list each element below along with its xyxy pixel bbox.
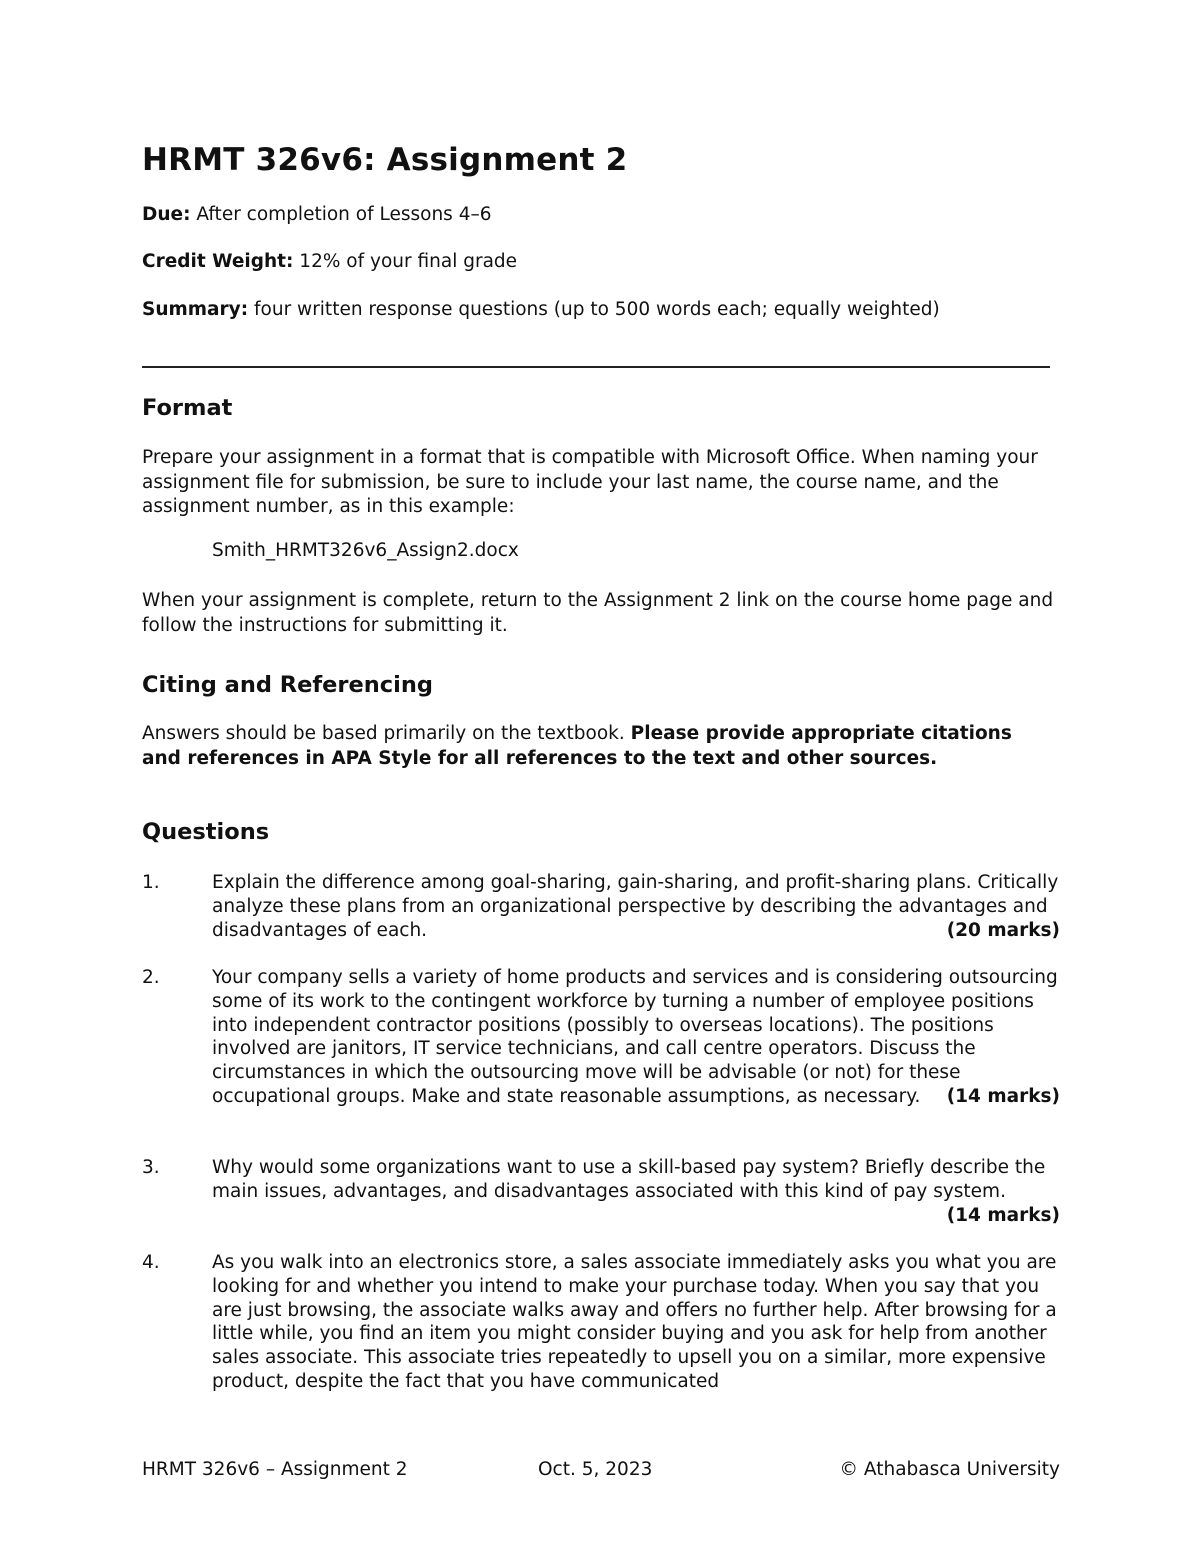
- summary-line: [142, 299, 940, 320]
- example-filename: Smith_HRMT326v6_Assign2.docx: [212, 540, 519, 561]
- due-value: After completion of Lessons 4–6: [196, 204, 492, 225]
- document-page: [142, 0, 1060, 1553]
- format-paragraph: Prepare your assignment in a format that is compatible with Microsoft Office. When naming your assignment file for submission, be sure to include your last name, the course name, and the assignment number, as in this example:: [142, 447, 1038, 517]
- summary-value: four written response questions (up to 500 words each; equally weighted): [254, 299, 940, 320]
- question-text: Your company sells a variety of home products and services and is considering outsourcing some of its work to the contingent workforce by turning a number of employee positions into independent contractor positions (possibly to overseas locations). The positions involved are janitors, IT service technicians, and call centre operators. Discuss the circumstances in which the outsourcing move will be advisable (or not) for these occupational groups. Make and state reasonable assumptions, as necessary.: [212, 967, 1058, 1107]
- summary-label: Summary:: [142, 299, 249, 320]
- question-body: [212, 1156, 1060, 1227]
- submission-paragraph: When your assignment is complete, return to the Assignment 2 link on the course home page and follow the instructions for submitting it.: [142, 590, 1054, 636]
- document-title: HRMT 326v6: Assignment 2: [142, 142, 628, 178]
- due-label: Due:: [142, 204, 191, 225]
- question-marks: (20 marks): [946, 919, 1060, 941]
- questions-heading: Questions: [142, 819, 270, 845]
- question-number: 2.: [142, 967, 160, 988]
- citing-text: Answers should be based primarily on the textbook.: [142, 723, 625, 744]
- footer-copyright: © Athabasca University: [839, 1459, 1060, 1480]
- question-text: As you walk into an electronics store, a sales associate immediately asks you what you are looking for and whether you intend to make your purchase today. When you say that you are just browsing, the associate walks away and offers no further help. After browsing for a little while, you find an item you might consider buying and you ask for help from another sales associate. This associate tries repeatedly to upsell you on a similar, more expensive product, despite the fact that you have communicated: [212, 1252, 1057, 1392]
- citing-paragraph: [142, 722, 1054, 771]
- question-text: Explain the difference among goal-sharing, gain-sharing, and profit-sharing plans. Critically analyze these plans from an organizational perspective by describing the advantages and disadvantages of each.: [212, 872, 1059, 941]
- citing-heading: Citing and Referencing: [142, 672, 433, 698]
- question-text: Why would some organizations want to use a skill-based pay system? Briefly describe the main issues, advantages, and disadvantages associated with this kind of pay system.: [212, 1157, 1046, 1202]
- question-number: 3.: [142, 1157, 160, 1178]
- footer-date: Oct. 5, 2023: [538, 1459, 653, 1480]
- question-body: [212, 871, 1060, 942]
- footer-course: HRMT 326v6 – Assignment 2: [142, 1459, 408, 1480]
- section-divider: [142, 366, 1050, 368]
- question-marks: (14 marks): [946, 1204, 1060, 1226]
- format-heading: Format: [142, 395, 233, 421]
- due-line: [142, 204, 491, 225]
- credit-weight-label: Credit Weight:: [142, 251, 294, 272]
- question-number: 1.: [142, 872, 160, 893]
- credit-weight-value: 12% of your final grade: [299, 251, 518, 272]
- question-body: [212, 1251, 1060, 1394]
- citing-emphasis: Please provide appropriate citations and references in APA Style for all references to the text and other sources.: [142, 723, 1012, 769]
- question-marks: (14 marks): [946, 1085, 1060, 1107]
- page-footer: [142, 1459, 1060, 1485]
- question-number: 4.: [142, 1252, 160, 1273]
- question-body: [212, 966, 1060, 1109]
- credit-weight-line: [142, 251, 517, 272]
